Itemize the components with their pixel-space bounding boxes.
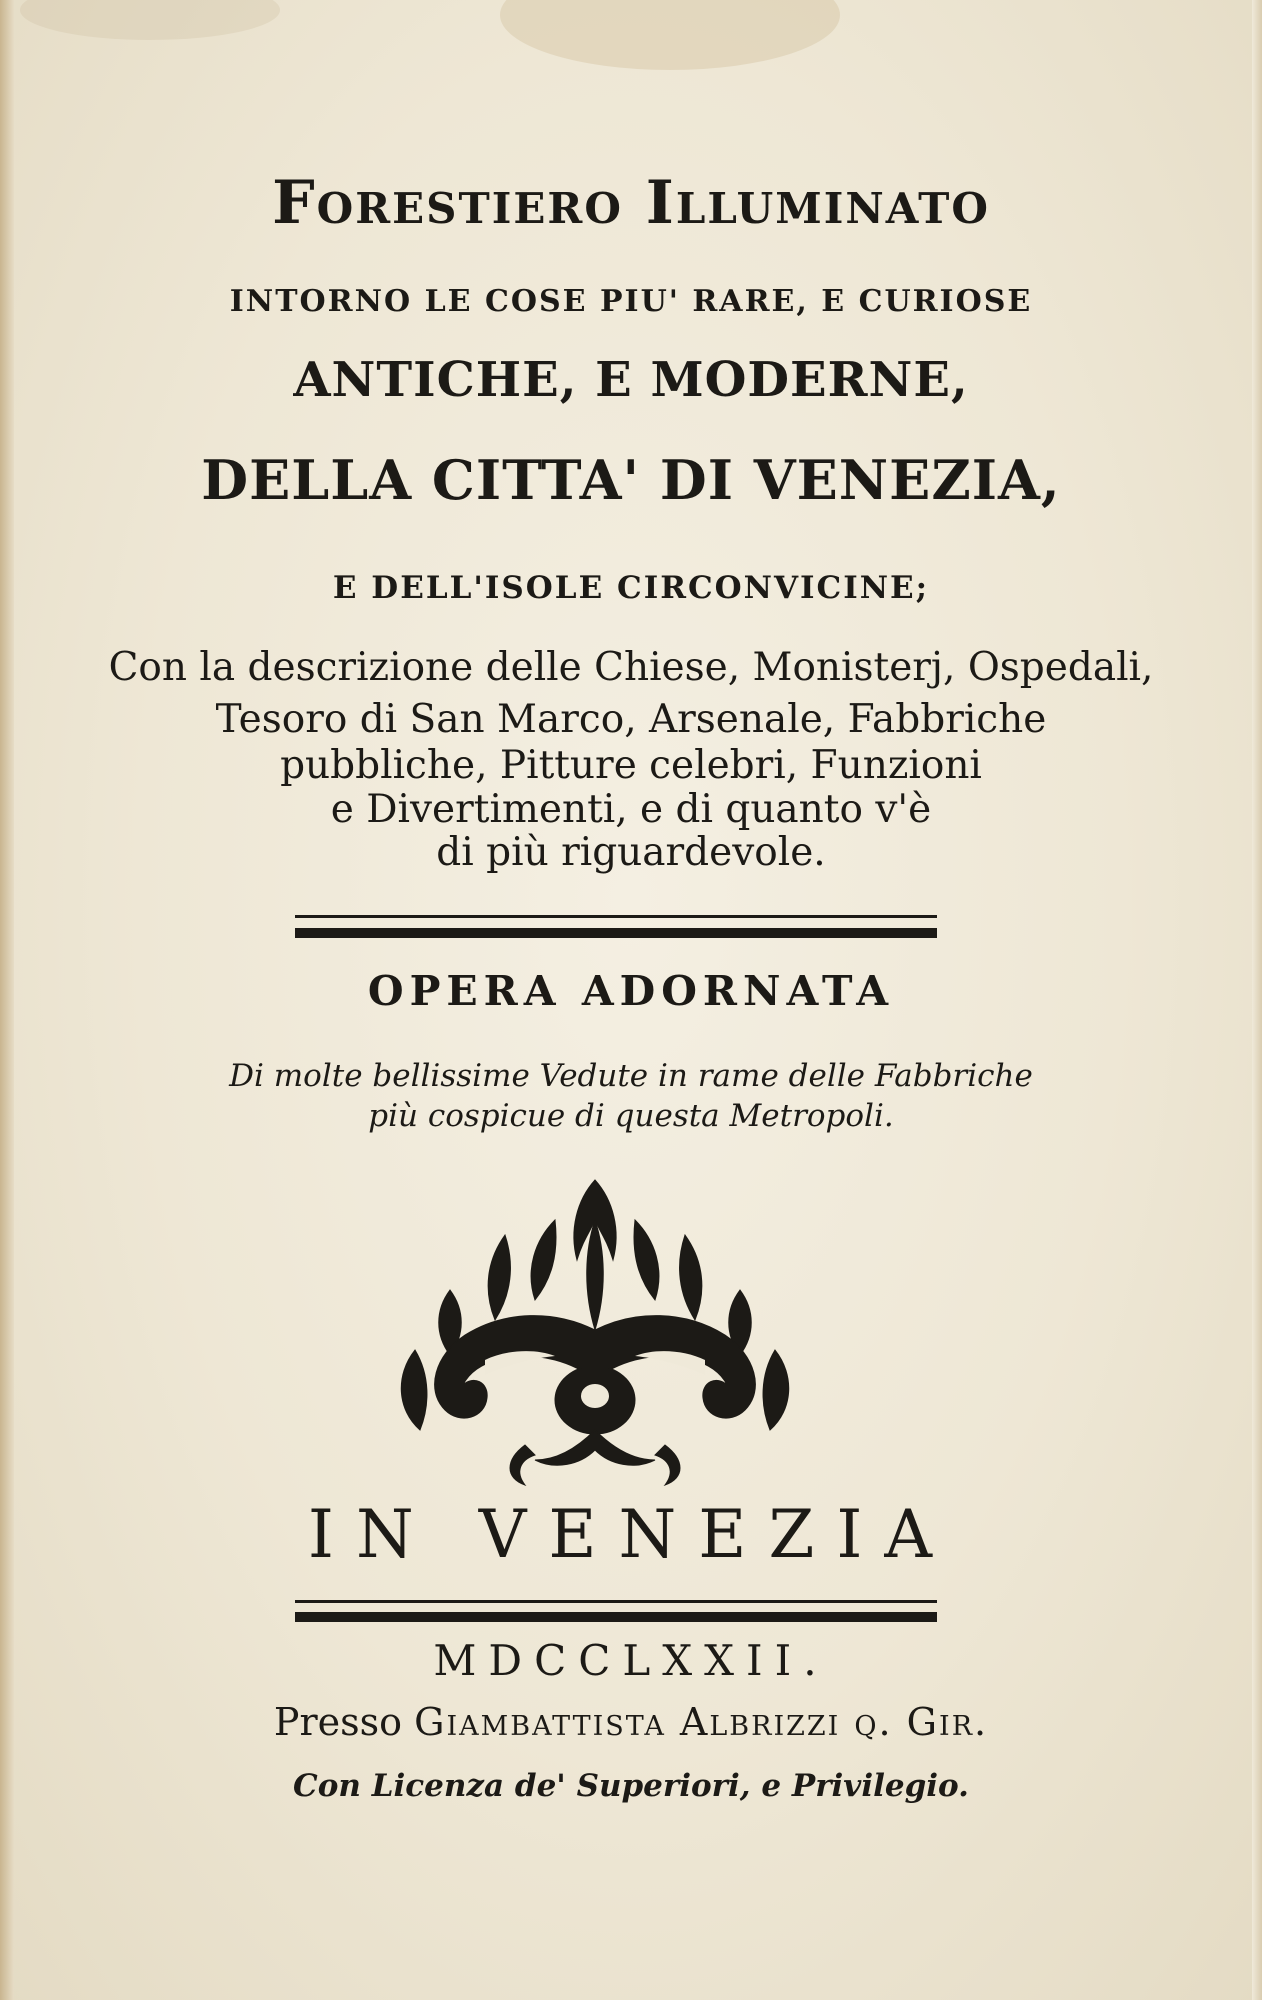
subtitle-antiche: ANTICHE, E MODERNE, xyxy=(293,352,969,408)
printer-line xyxy=(0,1700,1262,1744)
description-line: e Divertimenti, e di quanto v'è xyxy=(330,787,932,832)
book-subtitle: INTORNO LE COSE PIU' RARE, E CURIOSE xyxy=(229,284,1033,319)
printer-name: Giambattista Albrizzi q. Gir. xyxy=(414,1700,989,1744)
description-line: Tesoro di San Marco, Arsenale, Fabbriche xyxy=(215,697,1047,742)
place-of-publication: IN VENEZIA xyxy=(307,1496,955,1573)
license-line: Con Licenza de' Superiori, e Privilegio. xyxy=(293,1768,969,1804)
subtitle-citta: DELLA CITTA' DI VENEZIA, xyxy=(201,448,1061,512)
book-title: Forestiero Illuminato xyxy=(272,168,990,238)
paper-stain xyxy=(20,0,280,40)
subtitle-isole: E DELL'ISOLE CIRCONVICINE; xyxy=(332,570,930,606)
opera-detail-line: più cospicue di questa Metropoli. xyxy=(368,1098,894,1134)
publication-year: MDCCLXXII. xyxy=(433,1636,829,1685)
divider-rule xyxy=(295,1600,937,1603)
paper-stain xyxy=(500,0,840,70)
opera-heading: OPERA ADORNATA xyxy=(367,967,895,1015)
printer-prefix: Presso xyxy=(273,1700,402,1744)
divider-rule xyxy=(295,1612,937,1622)
opera-detail-line: Di molte bellissime Vedute in rame delle Fabbriche xyxy=(229,1058,1033,1094)
divider-rule xyxy=(295,915,937,918)
description-line: Con la descrizione delle Chiese, Monisterj, Ospedali, xyxy=(108,645,1154,690)
divider-rule xyxy=(295,928,937,938)
description-line: pubbliche, Pitture celebri, Funzioni xyxy=(280,743,982,788)
floral-ornament-icon xyxy=(355,1160,835,1490)
description-line: di più riguardevole. xyxy=(436,830,826,875)
